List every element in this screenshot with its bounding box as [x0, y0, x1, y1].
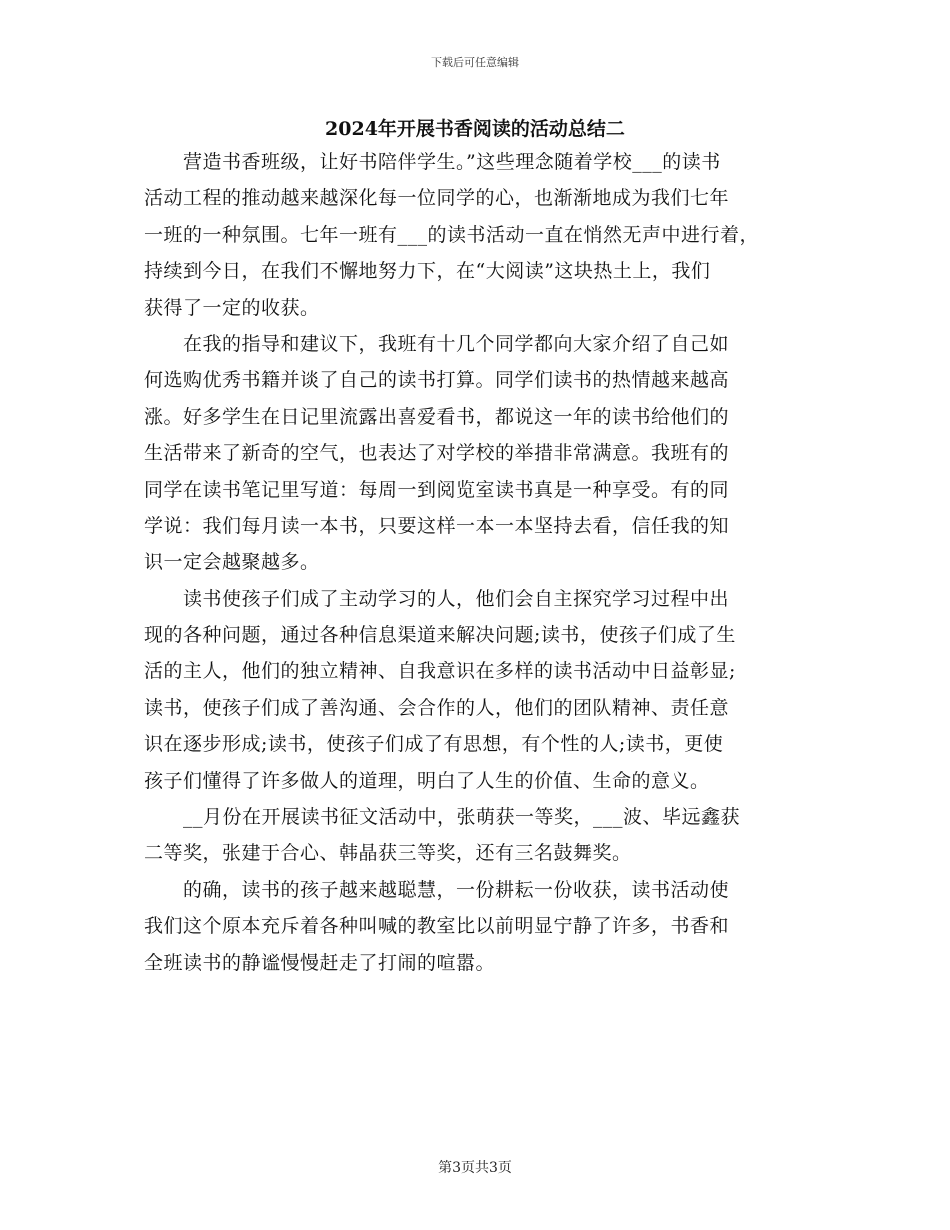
body-text: [144, 144, 804, 981]
text-line: 持续到今日，在我们不懈地努力下，在“大阅读”这块热土上，我们: [144, 260, 711, 283]
text-line: 识在逐步形成;读书，使孩子们成了有思想，有个性的人;读书，更使: [144, 733, 724, 756]
document-title: 2024年开展书香阅读的活动总结二: [325, 118, 625, 140]
text-line: 全班读书的静谧慢慢赶走了打闹的喧嚣。: [144, 951, 496, 974]
text-line: 在我的指导和建议下，我班有十几个同学都向大家介绍了自己如: [144, 332, 730, 355]
text-line: 一班的一种氛围。七年一班有___的读书活动一直在悄然无声中进行着，: [144, 223, 760, 246]
header-note: 下载后可任意编辑: [431, 56, 519, 69]
text-line: 同学在读书笔记里写道：每周一到阅览室读书真是一种享受。有的同: [144, 478, 730, 501]
text-line: 何选购优秀书籍并谈了自己的读书打算。同学们读书的热情越来越高: [144, 369, 730, 392]
text-line: 孩子们懂得了许多做人的道理，明白了人生的价值、生命的意义。: [144, 769, 710, 792]
text-line: 涨。好多学生在日记里流露出喜爱看书，都说这一年的读书给他们的: [144, 405, 730, 428]
text-line: 我们这个原本充斥着各种叫喊的教室比以前明显宁静了许多，书香和: [144, 915, 730, 938]
text-line: 二等奖，张建于合心、韩晶获三等奖，还有三名鼓舞奖。: [144, 842, 632, 865]
text-line: 现的各种问题，通过各种信息渠道来解决问题;读书，使孩子们成了生: [144, 624, 736, 647]
text-line: 生活带来了新奇的空气，也表达了对学校的举措非常满意。我班有的: [144, 442, 730, 465]
text-line: 活动工程的推动越来越深化每一位同学的心，也渐渐地成为我们七年: [144, 187, 730, 210]
text-line: 的确，读书的孩子越来越聪慧，一份耕耘一份收获，读书活动使: [144, 878, 730, 901]
text-line: 获得了一定的收获。: [144, 296, 320, 319]
text-line: 读书使孩子们成了主动学习的人，他们会自主探究学习过程中出: [144, 587, 730, 610]
text-line: 识一定会越聚越多。: [144, 551, 320, 574]
text-line: 读书，使孩子们成了善沟通、会合作的人，他们的团队精神、责任意: [144, 696, 730, 719]
text-line: 活的主人，他们的独立精神、自我意识在多样的读书活动中日益彰显;: [144, 660, 736, 683]
text-line: 学说：我们每月读一本书，只要这样一本一本坚持去看，信任我的知: [144, 514, 730, 537]
text-line: 营造书香班级，让好书陪伴学生。”这些理念随着学校___的读书: [144, 151, 721, 173]
page-number-footer: 第3页共3页: [438, 1160, 512, 1176]
text-line: __月份在开展读书征文活动中，张萌获一等奖，___波、毕远鑫获: [144, 806, 741, 829]
